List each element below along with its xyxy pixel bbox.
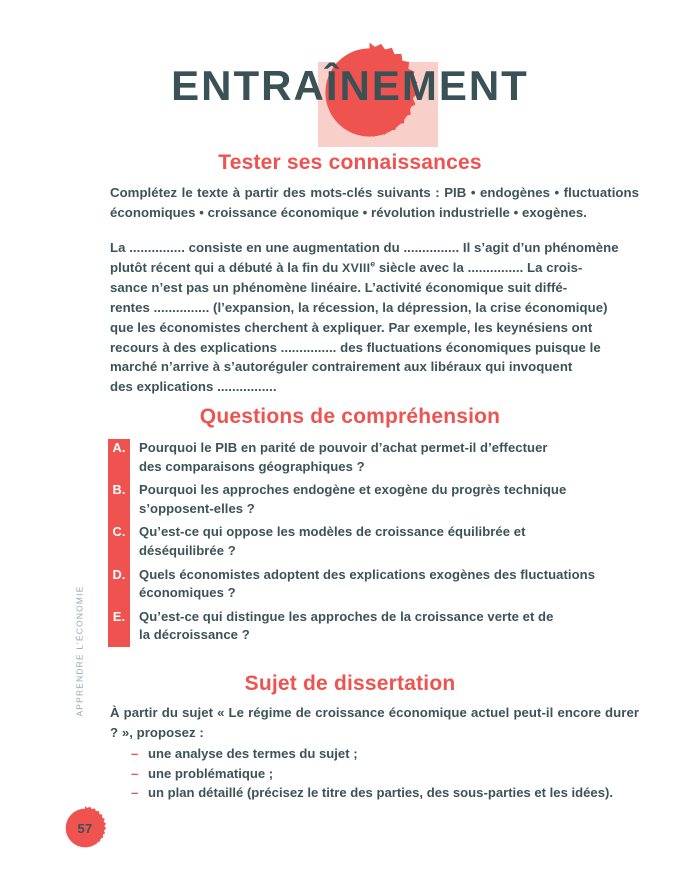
question-line: Qu’est-ce qui distingue les approches de la croissance verte et de — [139, 608, 554, 624]
dash-bullet-icon: – — [131, 785, 139, 801]
fill-line: marché n’arrive à s’autoréguler contrairement aux libéraux qui invoquent — [110, 359, 573, 375]
vertical-chapter-label-text: APPRENDRE L’ÉCONOMIE — [75, 585, 86, 717]
list-item — [108, 566, 639, 603]
question-text — [130, 608, 639, 645]
question-letter: A. — [112, 440, 126, 455]
bullet-text: une problématique ; — [148, 765, 274, 781]
question-line: économiques ? — [139, 585, 236, 601]
ordinal-suffix: e — [370, 258, 376, 269]
question-letter: C. — [112, 524, 126, 540]
fill-line — [110, 258, 639, 279]
question-line: des comparaisons géographiques ? — [139, 458, 365, 474]
questions-list — [108, 439, 639, 645]
list-item — [131, 744, 641, 764]
list-item — [131, 783, 641, 803]
question-line: Quels économistes adoptent des explications exogènes des fluctuations — [139, 566, 596, 582]
question-text — [130, 481, 639, 518]
dissertation-bullet-list — [131, 744, 641, 803]
fill-line: recours à des explications ............... des fluctuations économiques puisque le — [110, 339, 601, 355]
section-heading-dissertation: Sujet de dissertation — [244, 672, 456, 695]
list-item — [108, 523, 639, 560]
question-letter: B. — [112, 482, 126, 498]
fill-line: que les économistes cherchent à expliquer. Par exemple, les keynésiens ont — [110, 319, 593, 335]
list-item — [108, 439, 639, 476]
fill-in-the-blank-paragraph — [110, 238, 639, 397]
fill-line: rentes ............... (l’expansion, la récession, la dépression, la crise économique) — [110, 300, 608, 316]
fill-line: sance n’est pas un phénomène linéaire. L’activité économique suit diffé- — [110, 280, 568, 296]
section-heading-tester: Tester ses connaissances — [218, 151, 482, 174]
bullet-text: un plan détaillé (précisez le titre des parties, des sous-parties et les idées). — [148, 785, 613, 801]
question-letter: E. — [112, 608, 126, 624]
bullet-text: une analyse des termes du sujet ; — [148, 746, 358, 761]
question-letter: D. — [112, 566, 126, 582]
fill-line-segment: siècle avec la ............... La crois- — [375, 259, 583, 275]
question-line: déséquilibrée ? — [139, 542, 236, 558]
questions-list-wrapper — [108, 439, 639, 650]
question-line: Pourquoi le PIB en parité de pouvoir d’achat permet-il d’effectuer — [139, 440, 548, 455]
dissertation-prompt-line: encore durer ? », proposez : — [110, 705, 640, 740]
page-number-badge — [62, 805, 108, 851]
page-header — [0, 22, 700, 144]
roman-numeral: XVIII — [342, 260, 371, 275]
question-text — [130, 566, 639, 603]
keywords-paragraph: Complétez le texte à partir des mots-clés suivants : PIB • endogènes • fluctuations économiques • croissance économique • révolution industrielle • exogènes. — [110, 185, 639, 220]
fill-line-segment: plutôt récent qui a débuté à la fin du — [110, 259, 343, 275]
question-line: Qu’est-ce qui oppose les modèles de croissance équilibrée et — [139, 524, 526, 540]
fill-line: des explications ................ — [110, 378, 277, 394]
page-title: ENTRAÎNEMENT — [171, 62, 529, 109]
dissertation-prompt — [110, 703, 639, 742]
question-line: s’opposent-elles ? — [139, 500, 255, 516]
question-text — [130, 439, 639, 476]
dissertation-prompt-line: À partir du sujet « Le régime de croissance économique actuel peut-il — [110, 705, 554, 720]
section-heading-questions: Questions de compréhension — [199, 405, 501, 428]
question-line: Pourquoi les approches endogène et exogène du progrès technique — [139, 482, 567, 498]
vertical-chapter-label — [72, 585, 88, 796]
list-item — [108, 608, 639, 645]
page-number: 57 — [77, 820, 93, 836]
question-line: la décroissance ? — [139, 627, 250, 643]
question-text — [130, 523, 639, 560]
fill-line: La ............... consiste en une augmentation du ............... Il s’agit d’un phénomène — [110, 240, 619, 255]
dash-bullet-icon: – — [131, 746, 139, 761]
dash-bullet-icon: – — [131, 765, 139, 781]
list-item — [131, 764, 641, 784]
list-item — [108, 481, 639, 518]
